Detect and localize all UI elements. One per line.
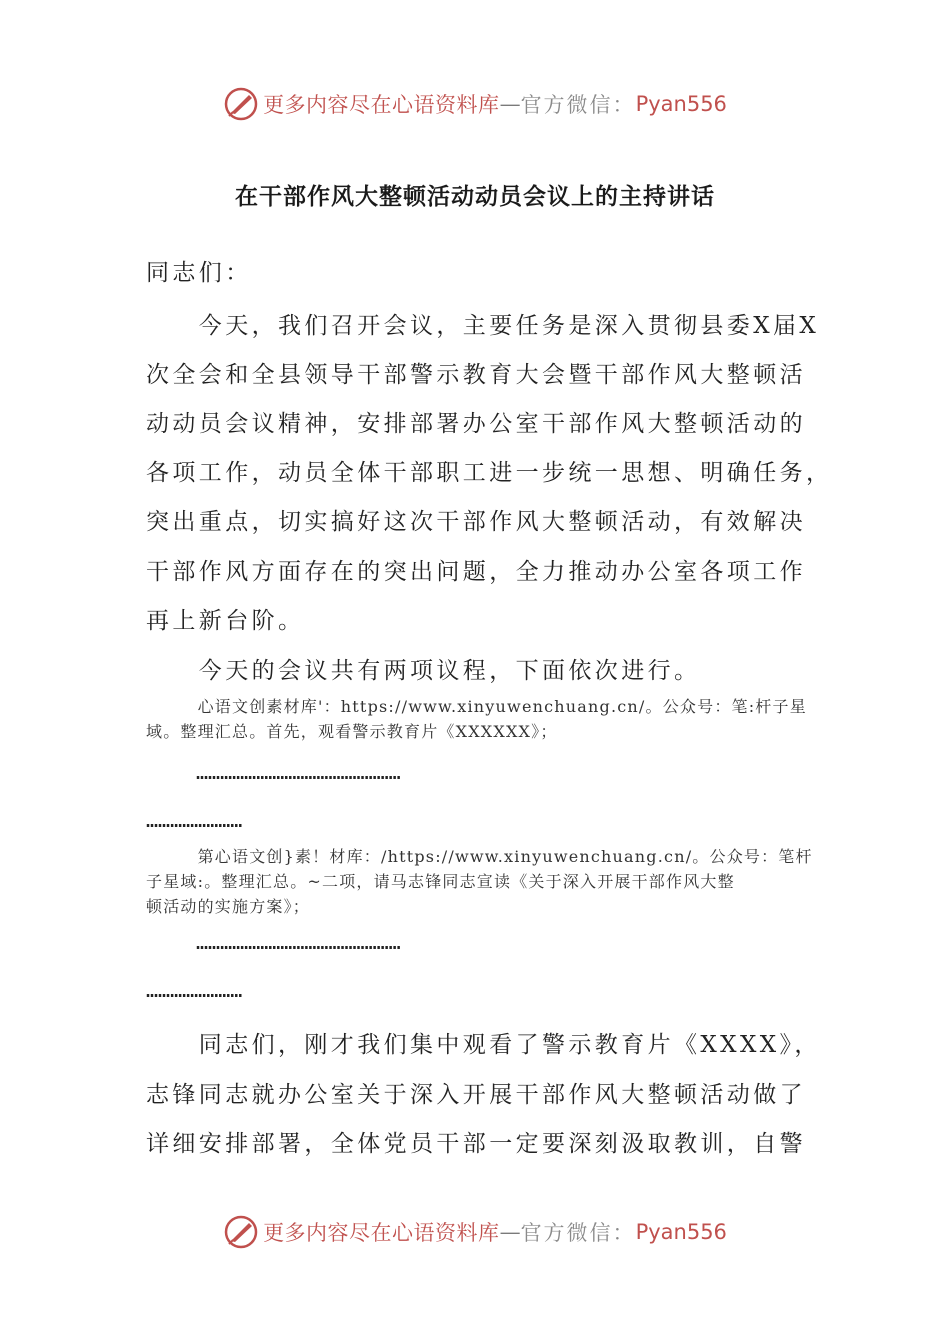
- note-line: 域。整理汇总。首先，观看警示教育片《XXXXXX》；: [146, 722, 558, 741]
- paragraph-line: 次全会和全县领导干部警示教育大会暨干部作风大整顿活: [146, 362, 806, 388]
- quill-logo-icon: [223, 86, 259, 122]
- note-line: 心语文创素材库'：https://www.xinyuwenchuang.cn/。公众号：笔:杆子星: [146, 697, 807, 716]
- ellipsis-line: ……………………: [146, 978, 243, 1002]
- note-line: 顿活动的实施方案》；: [146, 897, 311, 916]
- banner-dash: —: [499, 92, 521, 116]
- banner-text: 更多内容尽在心语资料库: [263, 1221, 500, 1245]
- banner-wechat-label: 官方微信：: [520, 93, 636, 117]
- ellipsis-line: ……………………………………………: [196, 760, 401, 784]
- paragraph-line: 详细安排部署，全体党员干部一定要深刻汲取教训，自警: [146, 1131, 806, 1157]
- paragraph-line: 志锋同志就办公室关于深入开展干部作风大整顿活动做了: [146, 1082, 806, 1108]
- banner-wechat-id: Pyan556: [635, 92, 727, 116]
- salutation: 同志们：: [146, 260, 252, 286]
- paragraph-line: 干部作风方面存在的突出问题，全力推动办公室各项工作: [146, 559, 806, 585]
- banner-wechat-label: 官方微信：: [520, 1221, 636, 1245]
- note-line: 第心语文创}素！材库：/https://www.xinyuwenchuang.cn/。公众号：笔杆: [146, 847, 813, 866]
- header-banner: [0, 84, 950, 124]
- banner-text: 更多内容尽在心语资料库: [263, 93, 500, 117]
- ellipsis-line: ……………………………………………: [196, 930, 401, 954]
- quill-logo-icon: [223, 1214, 259, 1250]
- paragraph-line: 突出重点，切实搞好这次干部作风大整顿活动，有效解决: [146, 509, 806, 535]
- footer-banner: [0, 1212, 950, 1252]
- banner-dash: —: [499, 1220, 521, 1244]
- paragraph-line: 今天，我们召开会议，主要任务是深入贯彻县委X届X: [146, 313, 820, 339]
- document-title: 在干部作风大整顿活动动员会议上的主持讲话: [235, 184, 715, 210]
- ellipsis-line: ……………………: [146, 808, 243, 832]
- banner-wechat-id: Pyan556: [635, 1220, 727, 1244]
- agenda-line: 今天的会议共有两项议程，下面依次进行。: [146, 658, 701, 684]
- paragraph-line: 同志们，刚才我们集中观看了警示教育片《XXXX》，: [146, 1032, 821, 1058]
- paragraph-line: 再上新台阶。: [146, 608, 305, 634]
- paragraph-line: 动动员会议精神，安排部署办公室干部作风大整顿活动的: [146, 411, 806, 437]
- note-line: 子星域:。整理汇总。~二项，请马志锋同志宣读《关于深入开展干部作风大整: [146, 872, 735, 891]
- paragraph-line: 各项工作，动员全体干部职工进一步统一思想、明确任务，: [146, 460, 833, 486]
